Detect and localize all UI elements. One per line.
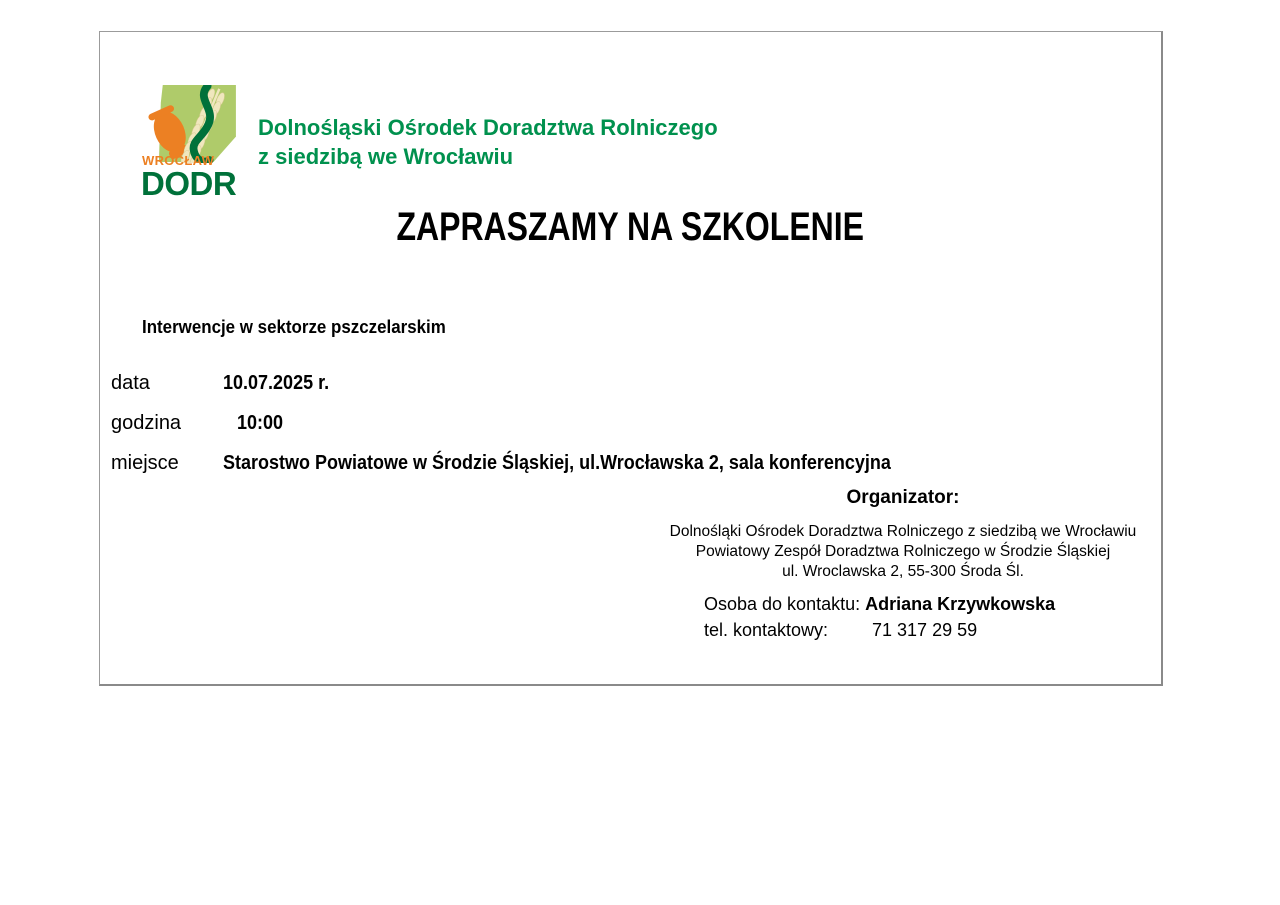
organization-header [258,113,718,171]
contact-phone-label: tel. kontaktowy: [704,620,829,640]
document-page [99,31,1163,686]
contact-phone-line [704,617,1055,643]
contact-phone-number: 71 317 29 59 [872,620,978,640]
training-subject [142,317,465,338]
time-label: godzina [111,412,182,434]
date-value: 10.07.2025 r. [223,372,330,394]
organizer-address [641,522,1165,582]
organizer-heading: Organizator: [846,487,960,508]
place-value: Starostwo Powiatowe w Środzie Śląskiej, ul.Wrocławska 2, sala konferencyjna [223,452,891,474]
detail-row-time [111,411,1111,435]
time-value: 10:00 [237,412,284,434]
detail-row-date [111,371,1111,395]
contact-person-line [704,591,1055,617]
organizer-address-line1: Dolnośląki Ośrodek Doradztwa Rolniczego z siedzibą we Wrocławiu [669,523,1137,540]
detail-row-place [111,451,1111,475]
place-label: miejsce [111,452,179,474]
training-subject-text: Interwencje w sektorze pszczelarskim [142,317,446,337]
contact-person-name: Adriana Krzywkowska [865,594,1056,614]
page-title-text: ZAPRASZAMY NA SZKOLENIE [396,205,865,249]
contact-block [704,591,1055,643]
organizer-address-line2: Powiatowy Zespół Doradztwa Rolniczego w Środzie Śląskiej [695,543,1111,560]
wheat-jug-emblem-icon [148,85,238,163]
page-title [100,205,1161,250]
contact-person-label: Osoba do kontaktu: [704,594,861,614]
logo-city-label: WROCŁAW [142,153,215,168]
dodr-logo [141,85,251,202]
logo-acronym-label: DODR [141,165,237,202]
organization-header-line1: Dolnośląski Ośrodek Doradztwa Rolniczego [258,115,718,140]
date-label: data [111,372,150,394]
organizer-block [641,487,1165,582]
organization-header-line2: z siedzibą we Wrocławiu [258,144,514,169]
organizer-address-line3: ul. Wroclawska 2, 55-300 Środa Śl. [782,563,1024,580]
